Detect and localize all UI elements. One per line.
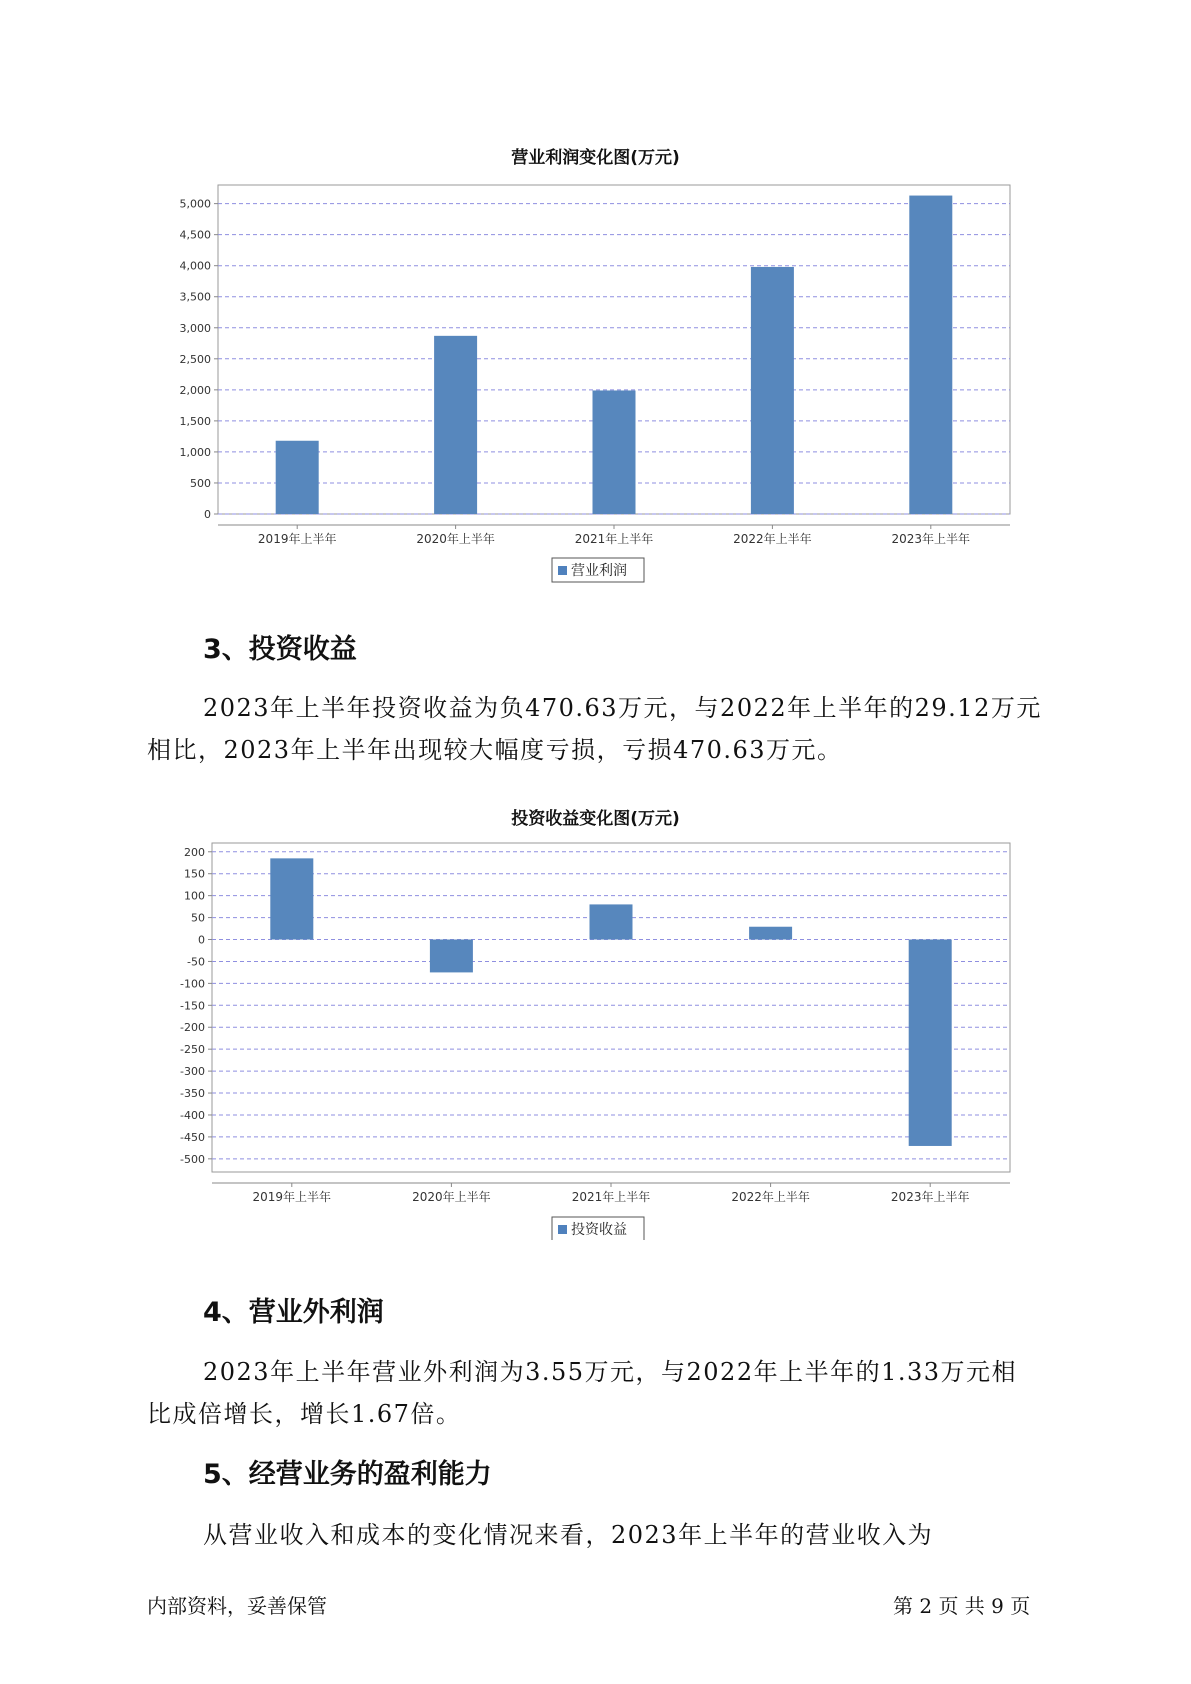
y-tick-label: 3,000 xyxy=(179,321,211,335)
y-tick-label: 4,500 xyxy=(179,228,211,242)
y-tick-label: -200 xyxy=(180,1021,205,1035)
footer-page-number: 第 2 页 共 9 页 xyxy=(893,1594,1031,1618)
y-tick-label: -150 xyxy=(180,999,205,1013)
chart2-title: 投资收益变化图(万元) xyxy=(511,809,680,829)
legend-label: 营业利润 xyxy=(571,563,627,579)
y-tick-label: -350 xyxy=(180,1087,205,1101)
x-tick-label: 2022年上半年 xyxy=(733,532,812,546)
y-tick-label: 5,000 xyxy=(179,197,211,211)
x-tick-label: 2021年上半年 xyxy=(574,532,654,546)
x-tick-label: 2019年上半年 xyxy=(252,1190,332,1204)
bar xyxy=(749,927,792,940)
section5-paragraph-line1: 从营业收入和成本的变化情况来看，2023年上半年的营业收入为 xyxy=(203,1521,934,1549)
y-tick-label: 3,500 xyxy=(179,290,211,304)
chart1-operating-profit xyxy=(0,0,1191,600)
bar xyxy=(270,858,313,939)
y-tick-label: 2,000 xyxy=(179,383,211,397)
bar xyxy=(430,940,473,973)
y-tick-label: -300 xyxy=(180,1065,205,1079)
bar xyxy=(909,196,952,514)
chart1-title: 营业利润变化图(万元) xyxy=(511,148,680,168)
y-tick-label: 150 xyxy=(184,867,205,881)
x-tick-label: 2022年上半年 xyxy=(731,1190,810,1204)
bar xyxy=(909,940,952,1146)
bar xyxy=(751,267,794,514)
y-tick-label: 50 xyxy=(191,911,205,925)
legend-swatch xyxy=(558,1225,567,1234)
y-tick-label: -100 xyxy=(180,977,205,991)
plot-area xyxy=(212,843,1010,1172)
bar xyxy=(593,390,636,514)
x-tick-label: 2023年上半年 xyxy=(890,1190,970,1204)
section3-paragraph-line2: 相比，2023年上半年出现较大幅度亏损，亏损470.63万元。 xyxy=(147,736,843,764)
section3-paragraph-line1: 2023年上半年投资收益为负470.63万元，与2022年上半年的29.12万元 xyxy=(203,694,1042,722)
y-tick-label: -50 xyxy=(187,955,205,969)
y-tick-label: 2,500 xyxy=(179,352,211,366)
y-tick-label: -500 xyxy=(180,1152,205,1166)
x-tick-label: 2020年上半年 xyxy=(412,1190,491,1204)
section4-heading: 4、营业外利润 xyxy=(203,1297,384,1328)
y-tick-label: 0 xyxy=(204,508,211,521)
bar xyxy=(276,441,319,514)
y-tick-label: -450 xyxy=(180,1130,205,1144)
bar xyxy=(590,904,633,939)
legend-label: 投资收益 xyxy=(571,1222,627,1238)
y-tick-label: -250 xyxy=(180,1043,205,1057)
section3-heading: 3、投资收益 xyxy=(203,634,357,665)
section5-heading: 5、经营业务的盈利能力 xyxy=(203,1459,492,1490)
x-tick-label: 2020年上半年 xyxy=(416,532,495,546)
chart2-investment-income xyxy=(0,600,1191,1240)
y-tick-label: 500 xyxy=(190,476,211,490)
y-tick-label: 0 xyxy=(198,933,205,947)
y-tick-label: 200 xyxy=(184,845,205,859)
legend-swatch xyxy=(558,566,567,575)
y-tick-label: 100 xyxy=(184,889,205,903)
footer-confidential-note: 内部资料，妥善保管 xyxy=(147,1594,327,1618)
x-tick-label: 2023年上半年 xyxy=(891,532,971,546)
x-tick-label: 2021年上半年 xyxy=(571,1190,651,1204)
section4-paragraph-line1: 2023年上半年营业外利润为3.55万元，与2022年上半年的1.33万元相 xyxy=(203,1358,1018,1386)
y-tick-label: 1,500 xyxy=(179,414,211,428)
bar xyxy=(434,336,477,514)
y-tick-label: -400 xyxy=(180,1108,205,1122)
section4-paragraph-line2: 比成倍增长，增长1.67倍。 xyxy=(147,1400,462,1428)
y-tick-label: 4,000 xyxy=(179,259,211,273)
y-tick-label: 1,000 xyxy=(179,445,211,459)
x-tick-label: 2019年上半年 xyxy=(257,532,337,546)
